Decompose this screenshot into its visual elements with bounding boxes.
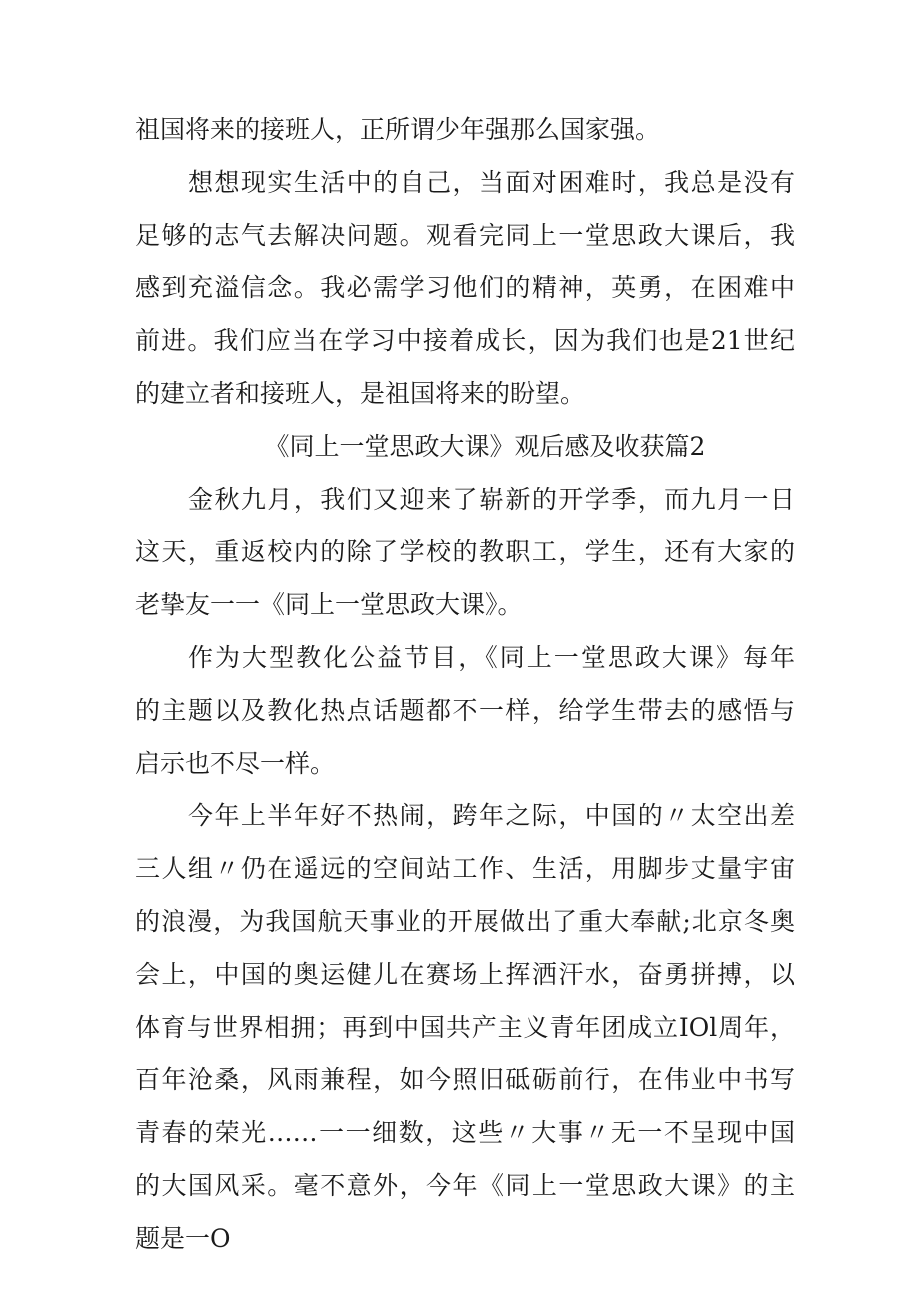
text-line: 作为大型教化公益节目，《同上一堂思政大课》每年 <box>188 642 795 672</box>
text-line: 青春的荣光……一一细数，这些〃大事〃无一不呈现中国 <box>135 1118 795 1148</box>
text-line: 今年上半年好不热闹，跨年之际，中国的〃太空出差 <box>188 801 795 831</box>
text-line: 前进。我们应当在学习中接着成长，因为我们也是21世纪 <box>135 326 795 356</box>
paragraph-1 <box>135 104 795 157</box>
text-line: 老挚友一一《同上一堂思政大课》。 <box>135 590 523 620</box>
text-line: 百年沧桑，风雨兼程，如今照旧砥砺前行，在伟业中书写 <box>135 1065 795 1095</box>
text-line: 祖国将来的接班人，正所谓少年强那么国家强。 <box>135 115 661 144</box>
text-line: 启示也不尽一样。 <box>135 748 336 778</box>
text-line: 的主题以及教化热点话题都不一样，给学生带去的感悟与 <box>135 695 795 725</box>
paragraph-2 <box>135 157 795 421</box>
section-title: 《同上一堂思政大课》观后感及收获篇2 <box>264 431 706 461</box>
document-body <box>135 104 795 1266</box>
text-line: 这天，重返校内的除了学校的教职工，学生，还有大家的 <box>135 537 795 567</box>
paragraph-5 <box>135 790 795 1265</box>
text-line: 金秋九月，我们又迎来了崭新的开学季，而九月一日 <box>188 484 795 514</box>
text-line: 题是一O <box>135 1223 231 1253</box>
paragraph-3 <box>135 474 795 632</box>
paragraph-4 <box>135 632 795 790</box>
text-line: 的浪漫，为我国航天事业的开展做出了重大奉献;北京冬奥 <box>135 906 795 936</box>
text-line: 会上，中国的奥运健儿在赛场上挥洒汗水，奋勇拼搏，以 <box>135 959 795 989</box>
text-line: 想想现实生活中的自己，当面对困难时，我总是没有 <box>188 167 795 197</box>
text-line: 感到充溢信念。我必需学习他们的精神，英勇，在困难中 <box>135 273 795 303</box>
section-heading <box>135 421 795 474</box>
text-line: 的大国风采。毫不意外，今年《同上一堂思政大课》的主 <box>135 1170 795 1200</box>
text-line: 体育与世界相拥；再到中国共产主义青年团成立IOl周年， <box>135 1012 795 1042</box>
text-line: 足够的志气去解决问题。观看完同上一堂思政大课后，我 <box>135 220 795 250</box>
text-line: 三人组〃仍在遥远的空间站工作、生活，用脚步丈量宇宙 <box>135 854 795 884</box>
text-line: 的建立者和接班人，是祖国将来的盼望。 <box>135 378 586 408</box>
